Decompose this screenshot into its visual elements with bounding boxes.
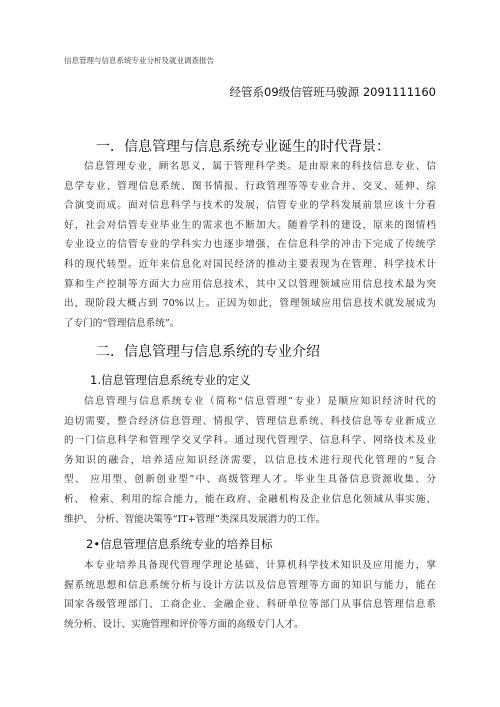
paragraph-line: 国家各级管理部门、工商企业、金融企业、科研单位等部门从事信息管理信息系 bbox=[64, 599, 436, 611]
paragraph-line: 析、 检索、利用的综合能力，能在政府、金融机构及企业信息化领域从事实施、 bbox=[64, 493, 436, 505]
paragraph-line: 迫切需要，整合经济信息管理、情报学、管理信息系统、科技信息等专业新成立 bbox=[64, 415, 436, 427]
author-line: 经管系09级信管班马骏源 2091111160 bbox=[229, 85, 436, 99]
subsection-2-paragraph bbox=[64, 556, 436, 634]
section-1-paragraph bbox=[64, 157, 436, 333]
subsection-1-paragraph bbox=[64, 392, 436, 529]
running-header: 信息管理与信息系统专业分析及就业调查报告 bbox=[64, 56, 214, 65]
paragraph-line: 合演变而成。面对信息科学与技术的发展，信管专业的学科发展前景应该十分看 bbox=[64, 200, 436, 212]
paragraph-line: 了专门的“管理信息系统”。 bbox=[64, 317, 180, 329]
paragraph-line: 专业设立的信管专业的学科实力也逐步增强，在信息科学的冲击下完成了传统学 bbox=[64, 239, 436, 251]
paragraph-line: 型、 应用型、创新创业型”中、高级管理人才。毕业生具备信息资源收集、分 bbox=[64, 474, 436, 486]
subsection-1-heading: 1.信息管理信息系统专业的定义 bbox=[90, 373, 251, 387]
paragraph-line: 算和生产控制等方面大力应用信息技术，其中又以管理领域应用信息技术最为突 bbox=[64, 278, 436, 290]
section-1-heading: 一．信息管理与信息系统专业诞生的时代背景： bbox=[96, 139, 390, 155]
paragraph-line: 科的现代转型。近年来信息化对国民经济的推动主要表现为在管理、科学技术计 bbox=[64, 258, 436, 270]
paragraph-line: 息学专业、管理信息系统、图书情报、行政管理等等专业合并、交叉、延伸、综 bbox=[64, 180, 436, 192]
paragraph-line: 出，现阶段大概占到 70%以上。正因为如此，管理领域应用信息技术就发展成为 bbox=[64, 298, 436, 310]
paragraph-line: 统分析、设计、实施管理和评价等方面的高级专门人才。 bbox=[64, 618, 304, 630]
paragraph-line: 信息管理专业，顾名思义，属于管理科学类。是由原来的科技信息专业、信 bbox=[84, 161, 436, 172]
paragraph-line: 好，社会对信管专业毕业生的需求也不断加大。随着学科的建设，原来的图情档 bbox=[64, 219, 436, 231]
paragraph-line: 信息管理与信息系统专业（简称“信息管理”专业）是顺应知识经济时代的 bbox=[84, 396, 436, 407]
paragraph-line: 的一门信息科学和管理学交叉学科。通过现代管理学、信息科学、网络技术及业 bbox=[64, 435, 436, 447]
subsection-2-heading: 2•信息管理信息系统专业的培养目标 bbox=[86, 537, 273, 551]
paragraph-line: 务知识的融合，培养适应知识经济需要，以信息技术进行现代化管理的“复合 bbox=[64, 454, 436, 466]
paragraph-line: 本专业培养具备现代管理学理论基础、计算机科学技术知识及应用能力，掌 bbox=[84, 560, 436, 571]
paragraph-line: 维护、 分析、智能决策等“IT+管理”类深具发展潜力的工作。 bbox=[64, 513, 326, 525]
section-2-heading: 二．信息管理与信息系统的专业介绍 bbox=[96, 344, 320, 360]
paragraph-line: 握系统思想和信息系统分析与设计方法以及信息管理等方面的知识与能力，能在 bbox=[64, 579, 436, 591]
